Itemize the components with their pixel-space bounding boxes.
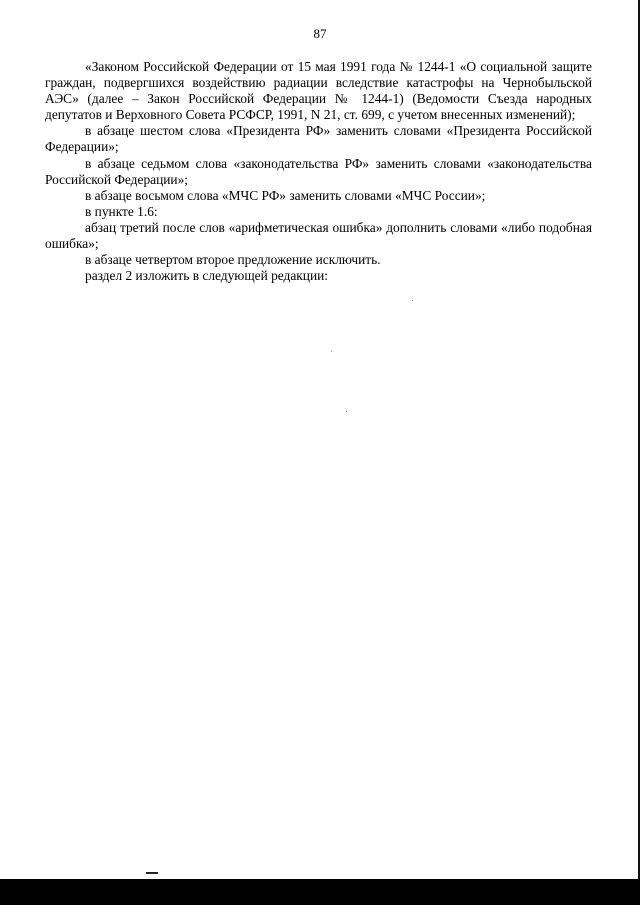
paragraph-third-abzac: абзац третий после слов «арифметическая ошибка» дополнить словами «либо подобная ошибка»; xyxy=(45,219,592,252)
paragraph-sixth-abzac: в абзаце шестом слова «Президента РФ» заменить словами «Президента Российской Федерации»; xyxy=(45,123,592,155)
paragraph-section-2: раздел 2 изложить в следующей редакции: xyxy=(85,268,329,284)
paragraph-law-reference: «Законом Российской Федерации от 15 мая 1991 года № 1244-1 «О социальной защите граждан, подвергшихся воздействию радиации вследствие катастрофы на Чернобыльской АЭС» (далее – Закон Российской Федерации № 1244-1) (Ведомости Съезда народных депутатов и Верховного Совета РСФСР, 1991, N 21, ст. 699, с учетом внесенных изменений); xyxy=(45,59,592,123)
scan-bottom-border xyxy=(0,879,640,905)
scan-mark xyxy=(146,872,158,874)
paragraph-eighth-abzac: в абзаце восьмом слова «МЧС РФ» заменить словами «МЧС России»; xyxy=(85,187,486,203)
scan-speck xyxy=(412,300,413,301)
document-body xyxy=(45,59,592,284)
paragraph-point-1-6: в пункте 1.6: xyxy=(85,203,158,219)
scan-speck xyxy=(346,411,347,412)
page-number: 87 xyxy=(313,26,327,41)
paragraph-seventh-abzac: в абзаце седьмом слова «законодательства РФ» заменить словами «законодательства Российской Федерации»; xyxy=(45,155,592,187)
scan-speck xyxy=(331,351,332,352)
paragraph-fourth-abzac: в абзаце четвертом второе предложение исключить. xyxy=(85,252,381,268)
